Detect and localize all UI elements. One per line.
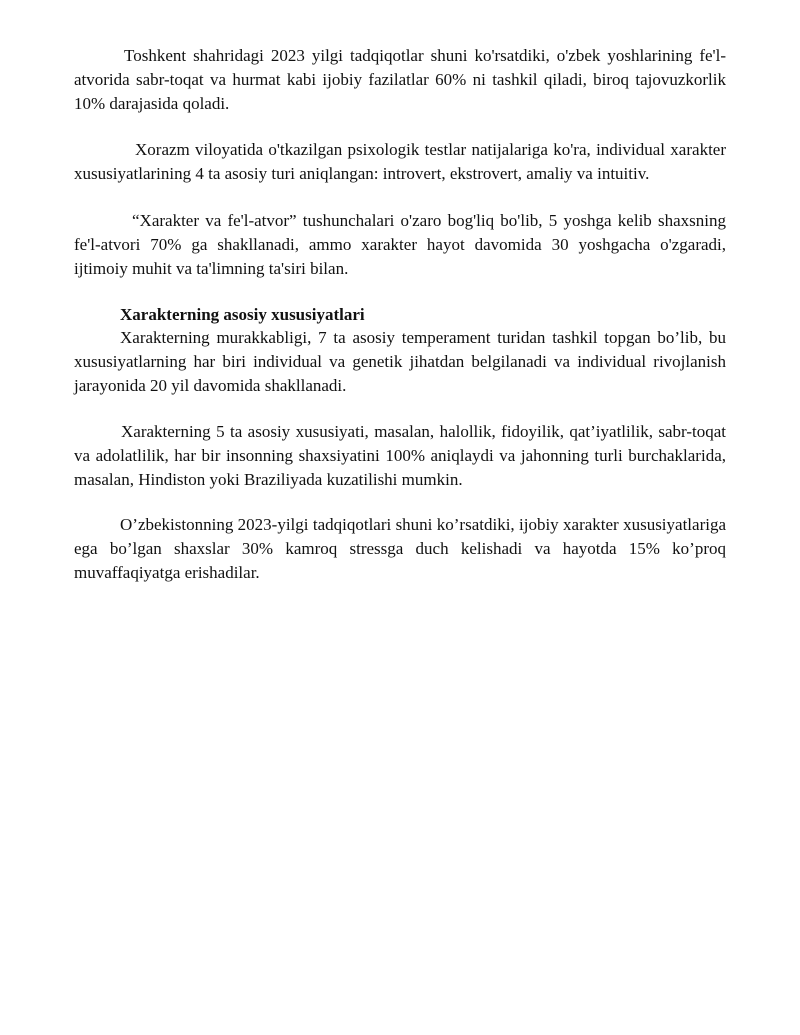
paragraph-five-traits: Xarakterning 5 ta asosiy xususiyati, masalan, halollik, fidoyilik, qat’iyatlilik, sabr-toqat va adolatlilik, har bir insonning shaxsiyatini 100% aniqlaydi va jahonning turli burchaklarida, masalan, Hindiston yoki Braziliyada kuzatilishi mumkin. — [74, 422, 726, 489]
paragraph-character-temperament: “Xarakter va fe'l-atvor” tushunchalari o'zaro bog'liq bo'lib, 5 yoshga kelib shaxsning fe'l-atvori 70% ga shakllanadi, ammo xarakter hayot davomida 30 yoshgacha o'zgaradi, ijtimoiy muhit va ta'limning ta'siri bilan. — [74, 211, 726, 278]
section-heading: Xarakterning asosiy xususiyatlari — [120, 305, 365, 324]
paragraph-character-complexity: Xarakterning murakkabligi, 7 ta asosiy temperament turidan tashkil topgan bo’lib, bu xususiyatlarning har biri individual va genetik jihatdan belgilanadi va individual rivojlanish jarayonida 20 yil davomida shakllanadi. — [74, 328, 726, 395]
paragraph-uzbekistan-study: O’zbekistonning 2023-yilgi tadqiqotlari shuni ko’rsatdiki, ijobiy xarakter xususiyatlariga ega bo’lgan shaxslar 30% kamroq stressga duch kelishadi va hayotda 15% ko’proq muvaffaqiyatga erishadilar. — [74, 515, 726, 582]
paragraph-khorezm-tests: Xorazm viloyatida o'tkazilgan psixologik testlar natijalariga ko'ra, individual xarakter xususiyatlarining 4 ta asosiy turi aniqlangan: introvert, ekstrovert, amaliy va intuitiv. — [74, 140, 726, 183]
paragraph-tashkent-study: Toshkent shahridagi 2023 yilgi tadqiqotlar shuni ko'rsatdiki, o'zbek yoshlarining fe'l-atvorida sabr-toqat va hurmat kabi ijobiy fazilatlar 60% ni tashkil qiladi, biroq tajovuzkorlik 10% darajasida qoladi. — [74, 46, 726, 113]
document-page — [74, 44, 726, 585]
